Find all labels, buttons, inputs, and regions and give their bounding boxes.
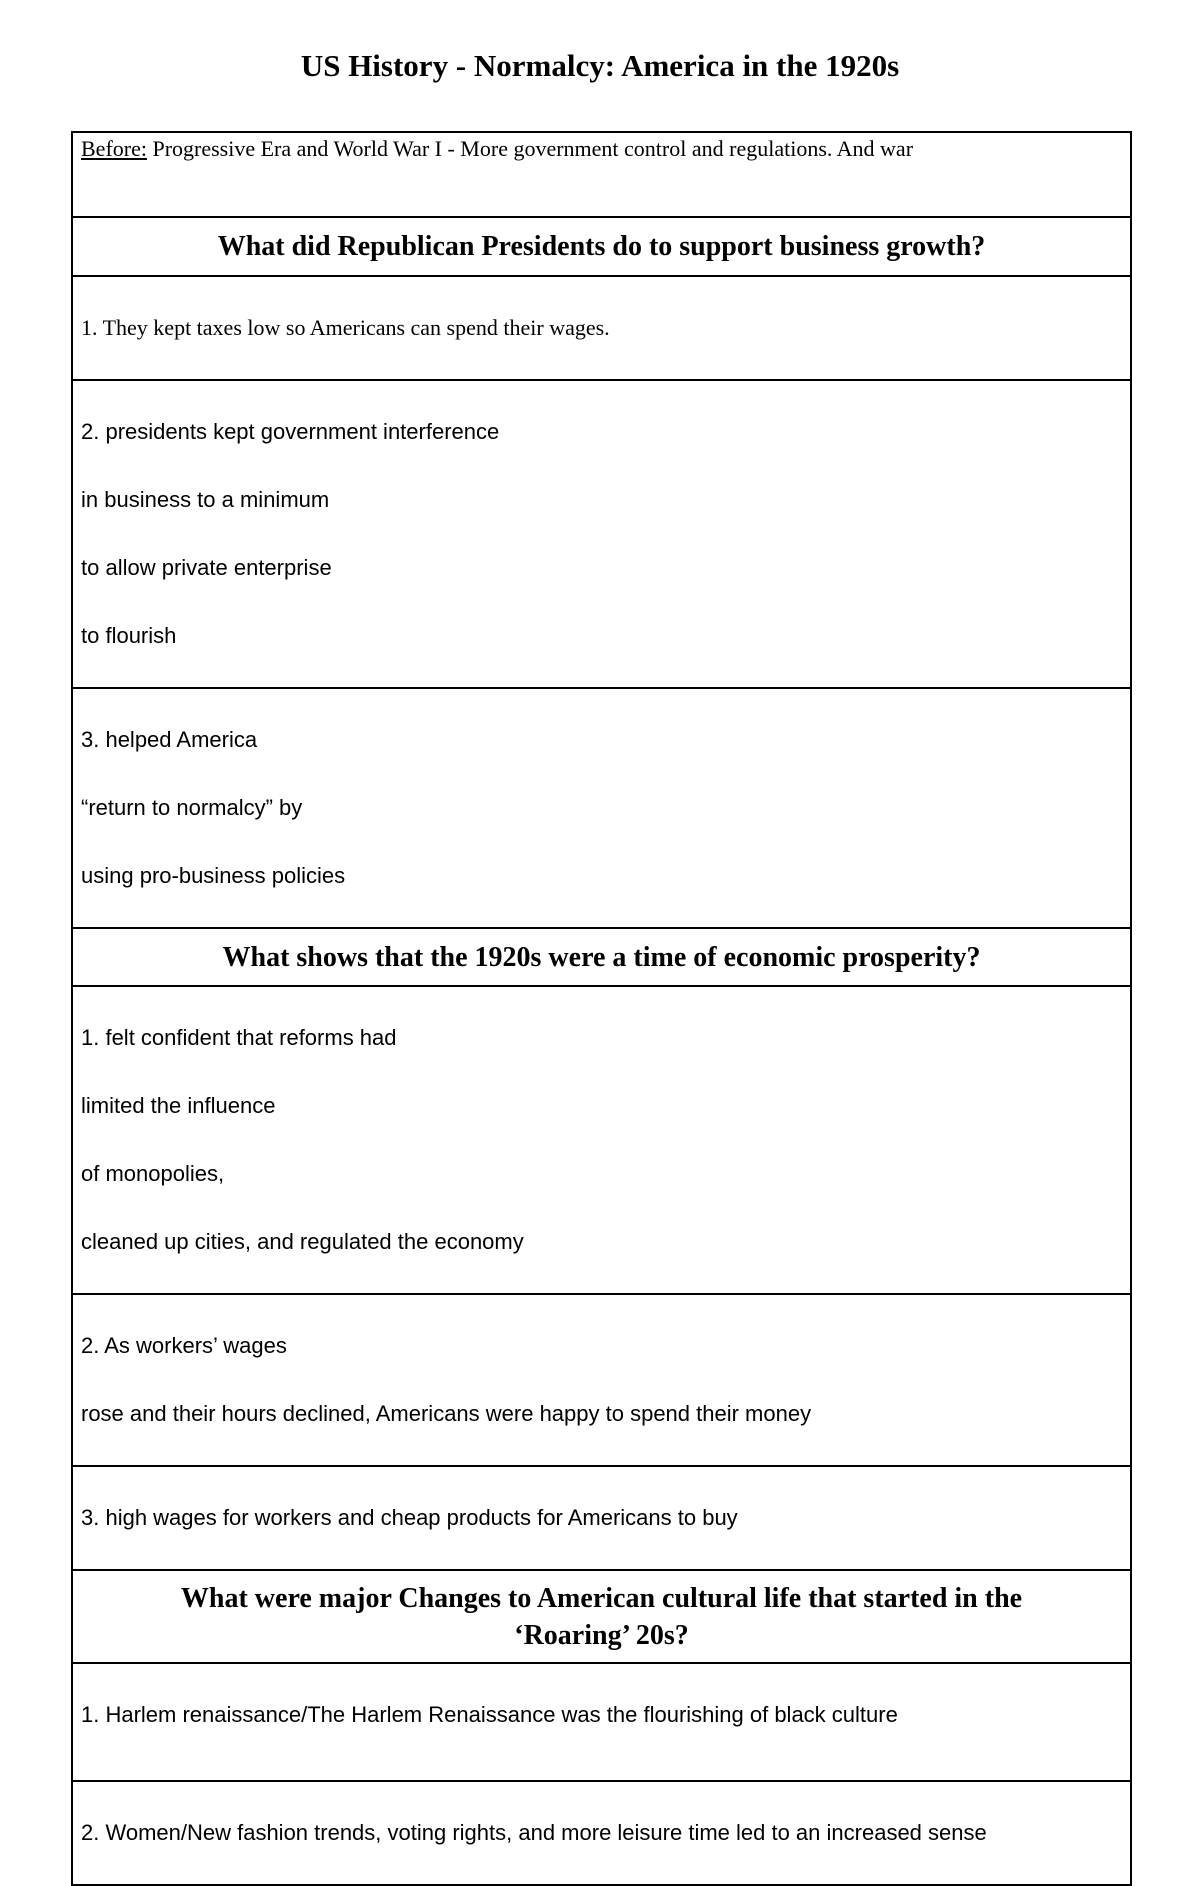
answer-row: [72, 1663, 1131, 1781]
before-text: Progressive Era and World War I - More government control and regulations. And war: [146, 136, 914, 161]
answer-row: [72, 1466, 1131, 1570]
answer-2-2: [72, 1294, 1131, 1466]
answer-row: [72, 276, 1131, 380]
before-label: Before:: [81, 136, 147, 161]
answer-line: limited the influence: [81, 1093, 276, 1118]
answer-line: rose and their hours declined, Americans were happy to spend their money: [81, 1401, 812, 1426]
answer-line: “return to normalcy” by: [81, 795, 303, 820]
answer-row: [72, 688, 1131, 928]
answer-line: to allow private enterprise: [81, 555, 332, 580]
answer-2-3: [72, 1466, 1131, 1570]
answer-3-2: [72, 1781, 1131, 1885]
answer-line: to flourish: [81, 623, 177, 648]
question-row: [72, 217, 1131, 276]
question-republican-presidents: What did Republican Presidents do to support business growth?: [72, 217, 1131, 276]
before-row: [72, 132, 1131, 217]
answer-line: 3. helped America: [81, 727, 258, 752]
answer-line: in business to a minimum: [81, 487, 330, 512]
answer-row: [72, 1294, 1131, 1466]
answer-2-1: [72, 986, 1131, 1294]
answer-line: 2. As workers’ wages: [81, 1333, 287, 1358]
question-row: [72, 928, 1131, 986]
answer-line: cleaned up cities, and regulated the economy: [81, 1229, 524, 1254]
question-cultural-changes: [72, 1570, 1131, 1663]
question-row: [72, 1570, 1131, 1663]
page-title: US History - Normalcy: America in the 1920s: [300, 48, 900, 83]
answer-line: 2. Women/New fashion trends, voting rights, and more leisure time led to an increased sense: [81, 1820, 987, 1845]
answer-line: 3. high wages for workers and cheap products for Americans to buy: [81, 1505, 738, 1530]
answer-line: 1. Harlem renaissance/The Harlem Renaissance was the flourishing of black culture: [81, 1702, 898, 1727]
answer-1-3: [72, 688, 1131, 928]
answer-line: of monopolies,: [81, 1161, 225, 1186]
question-line: ‘Roaring’ 20s?: [514, 1619, 689, 1651]
answer-1-2: [72, 380, 1131, 688]
answer-line: 1. They kept taxes low so Americans can spend their wages.: [81, 315, 610, 340]
answer-line: 2. presidents kept government interference: [81, 419, 500, 444]
question-line: What were major Changes to American cultural life that started in the: [180, 1582, 1023, 1614]
before-cell: [72, 132, 1131, 217]
answer-line: using pro-business policies: [81, 863, 346, 888]
answer-row: [72, 380, 1131, 688]
answer-line: 1. felt confident that reforms had: [81, 1025, 397, 1050]
answer-1-1: [72, 276, 1131, 380]
answer-row: [72, 986, 1131, 1294]
question-economic-prosperity: What shows that the 1920s were a time of economic prosperity?: [72, 928, 1131, 986]
answer-row: [72, 1781, 1131, 1885]
answer-3-1: [72, 1663, 1131, 1781]
worksheet-table: [71, 131, 1132, 1886]
